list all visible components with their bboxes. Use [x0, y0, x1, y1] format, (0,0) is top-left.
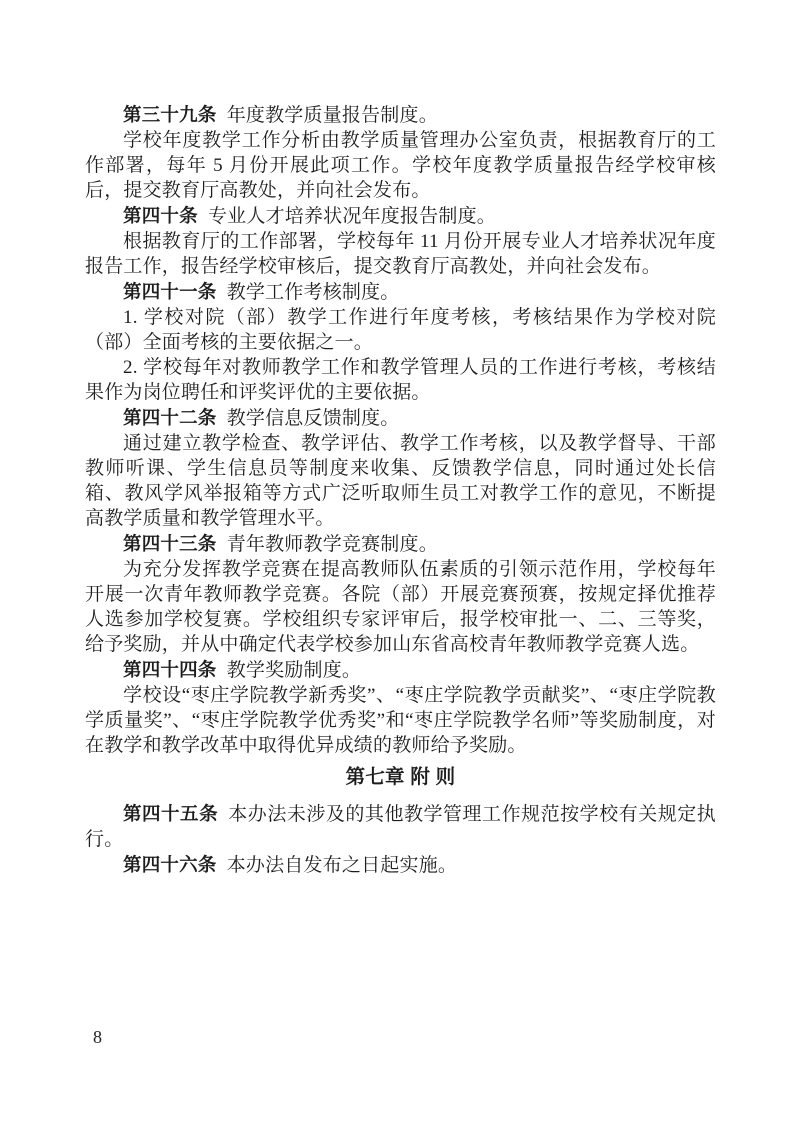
article-heading: [85, 531, 716, 557]
article-43: [85, 531, 716, 657]
article-text: 本办法自发布之日起实施。: [226, 855, 458, 876]
article-number: 第四十四条: [123, 659, 217, 680]
article-number: 第三十九条: [123, 104, 217, 125]
article-title: 年度教学质量报告制度。: [226, 105, 438, 126]
article-heading: [85, 657, 716, 683]
article-number: 第四十一条: [123, 281, 217, 302]
article-line: [85, 852, 716, 878]
article-45: [85, 801, 716, 852]
article-paragraph: 学校设“枣庄学院教学新秀奖”、“枣庄学院教学贡献奖”、“枣庄学院教学质量奖”、“枣庄学院教学优秀奖”和“枣庄学院教学名师”等奖励制度，对在教学和教学改革中取得优异成绩的教师给予奖励。: [85, 685, 716, 756]
article-paragraph: 根据教育厅的工作部署，学校每年 11 月份开展专业人才培养状况年度报告工作，报告经学校审核后，提交教育厅高教处，并向社会发布。: [85, 231, 716, 277]
article-paragraph: 通过建立教学检查、教学评估、教学工作考核，以及教学督导、干部教师听课、学生信息员等制度来收集、反馈教学信息，同时通过处长信箱、教风学风举报箱等方式广泛听取师生员工对教学工作的意见，不断提高教学质量和教学管理水平。: [85, 433, 716, 529]
article-number: 第四十五条: [123, 803, 219, 824]
article-number: 第四十条: [123, 205, 198, 226]
article-heading: [85, 279, 716, 305]
article-40: [85, 203, 716, 279]
article-number: 第四十六条: [123, 854, 217, 875]
article-number: 第四十二条: [123, 407, 217, 428]
article-paragraph: 为充分发挥教学竞赛在提高教师队伍素质的引领示范作用，学校每年开展一次青年教师教学竞赛。各院（部）开展竞赛预赛，按规定择优推荐人选参加学校复赛。学校组织专家评审后，报学校审批一、二、三等奖，给予奖励，并从中确定代表学校参加山东省高校青年教师教学竞赛人选。: [85, 559, 716, 655]
article-44: [85, 657, 716, 758]
article-41: [85, 279, 716, 405]
article-paragraph: 1. 学校对院（部）教学工作进行年度考核，考核结果作为学校对院（部）全面考核的主要依据之一。: [85, 307, 716, 353]
article-42: [85, 405, 716, 531]
document-body: [85, 102, 716, 878]
article-text: 本办法未涉及的其他教学管理工作规范按学校有关规定执行。: [85, 804, 716, 850]
article-title: 教学工作考核制度。: [226, 282, 400, 303]
article-heading: [85, 203, 716, 229]
article-heading: [85, 102, 716, 128]
article-heading: [85, 405, 716, 431]
chapter-heading: 第七章 附 则: [345, 766, 456, 788]
article-title: 专业人才培养状况年度报告制度。: [207, 206, 496, 227]
article-title: 教学信息反馈制度。: [226, 408, 400, 429]
article-paragraph: 学校年度教学工作分析由教学质量管理办公室负责，根据教育厅的工作部署，每年 5 月份开展此项工作。学校年度教学质量报告经学校审核后，提交教育厅高教处，并向社会发布。: [85, 130, 716, 201]
article-paragraph: 2. 学校每年对教师教学工作和教学管理人员的工作进行考核，考核结果作为岗位聘任和评奖评优的主要依据。: [85, 357, 716, 403]
article-title: 青年教师教学竞赛制度。: [226, 534, 438, 555]
article-39: [85, 102, 716, 203]
article-number: 第四十三条: [123, 533, 217, 554]
article-46: [85, 852, 716, 878]
article-line: [85, 801, 716, 852]
article-title: 教学奖励制度。: [226, 660, 362, 681]
page-number: 8: [93, 1027, 102, 1047]
